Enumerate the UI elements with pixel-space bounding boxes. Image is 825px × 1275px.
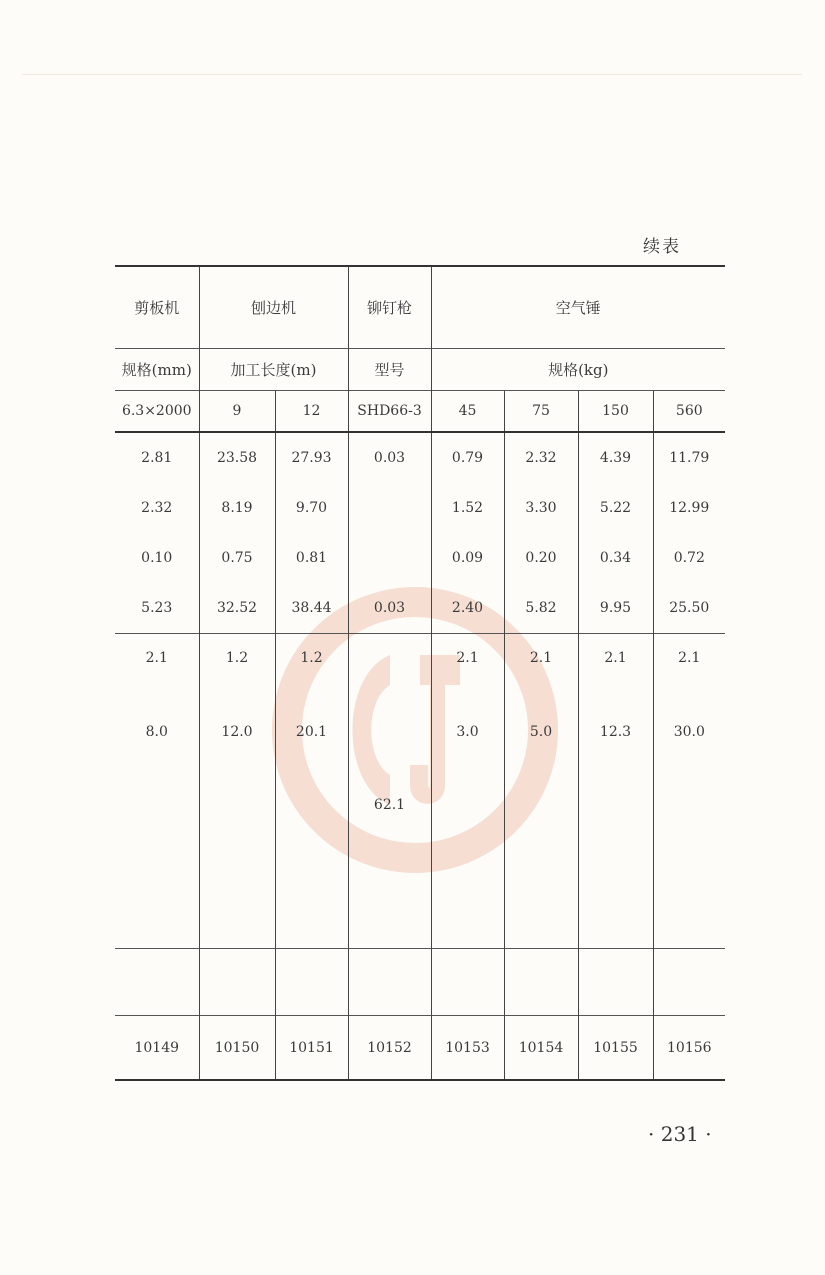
table-cell: 0.03 — [348, 583, 431, 634]
table-cell — [348, 483, 431, 533]
spec-cell: 6.3×2000 — [115, 391, 199, 433]
table-cell — [348, 533, 431, 583]
spec-cell: 45 — [431, 391, 504, 433]
header-shearing-machine: 剪板机 — [115, 266, 199, 349]
table-cell: 12.3 — [578, 682, 653, 782]
table-cell: 0.79 — [431, 432, 504, 483]
page-top-rule — [22, 74, 802, 75]
table-cell: 1.2 — [199, 634, 275, 683]
table-cell: 2.1 — [431, 634, 504, 683]
spec-cell: 75 — [504, 391, 578, 433]
table-cell: 12.0 — [199, 682, 275, 782]
code-row — [115, 1016, 725, 1081]
table-cell: 5.82 — [504, 583, 578, 634]
code-cell: 10151 — [275, 1016, 348, 1081]
code-cell: 10155 — [578, 1016, 653, 1081]
table-cell: 5.22 — [578, 483, 653, 533]
spec-cell: 12 — [275, 391, 348, 433]
table-cell: 1.2 — [275, 634, 348, 683]
table-cell: 8.19 — [199, 483, 275, 533]
table-row — [115, 533, 725, 583]
header-row-specs — [115, 391, 725, 433]
table-cell — [504, 949, 578, 1016]
table-cell: 5.0 — [504, 682, 578, 782]
code-cell: 10150 — [199, 1016, 275, 1081]
table-cell: 9.70 — [275, 483, 348, 533]
table-cell — [431, 949, 504, 1016]
table-cell: 23.58 — [199, 432, 275, 483]
table-cell: 0.34 — [578, 533, 653, 583]
header-row-groups — [115, 266, 725, 349]
table-cell: 3.0 — [431, 682, 504, 782]
table-cell: 0.03 — [348, 432, 431, 483]
table-cell: 0.09 — [431, 533, 504, 583]
table-cell: 11.79 — [653, 432, 725, 483]
spec-cell: 560 — [653, 391, 725, 433]
code-cell: 10152 — [348, 1016, 431, 1081]
table-cell — [578, 782, 653, 828]
subheader-spec-mm: 规格(mm) — [115, 349, 199, 391]
table-row — [115, 583, 725, 634]
table-cell — [275, 949, 348, 1016]
header-edge-planer: 刨边机 — [199, 266, 348, 349]
table-cell — [348, 949, 431, 1016]
continued-label: 续表 — [643, 237, 681, 257]
table-cell: 2.1 — [115, 634, 199, 683]
table-cell: 2.32 — [504, 432, 578, 483]
table-cell: 20.1 — [275, 682, 348, 782]
table-cell — [653, 828, 725, 949]
table-row — [115, 483, 725, 533]
table-cell: 2.32 — [141, 500, 173, 516]
page-number: · 231 · — [648, 1122, 712, 1146]
table-cell — [431, 782, 504, 828]
table-cell: 32.52 — [199, 583, 275, 634]
table-cell: 1.52 — [431, 483, 504, 533]
table-cell: 0.81 — [275, 533, 348, 583]
table-row — [115, 432, 725, 483]
table-cell: 2.81 — [115, 432, 199, 483]
table-cell: 0.10 — [141, 550, 173, 566]
spec-cell: 9 — [199, 391, 275, 433]
table-cell — [578, 949, 653, 1016]
table-cell: 25.50 — [653, 583, 725, 634]
table-cell: 30.0 — [653, 682, 725, 782]
table-cell: 0.75 — [199, 533, 275, 583]
table-cell: 3.30 — [504, 483, 578, 533]
code-cell: 10149 — [115, 1016, 199, 1081]
header-rivet-gun: 铆钉枪 — [348, 266, 431, 349]
table-cell: 8.0 — [145, 724, 168, 740]
table-row-spacer — [115, 828, 725, 949]
table-cell — [199, 949, 275, 1016]
table-cell — [199, 782, 275, 828]
table-cell — [275, 782, 348, 828]
header-row-subgroups — [115, 349, 725, 391]
table-cell: 38.44 — [275, 583, 348, 634]
code-cell: 10153 — [431, 1016, 504, 1081]
subheader-model: 型号 — [348, 349, 431, 391]
code-cell: 10156 — [653, 1016, 725, 1081]
table-cell — [348, 634, 431, 683]
table-cell — [199, 828, 275, 949]
table-cell: 27.93 — [275, 432, 348, 483]
spec-cell: 150 — [578, 391, 653, 433]
table-cell: 0.72 — [653, 533, 725, 583]
table-cell — [348, 828, 431, 949]
table-cell: 2.40 — [431, 583, 504, 634]
table-cell: 0.20 — [504, 533, 578, 583]
code-cell: 10154 — [504, 1016, 578, 1081]
table-cell: 62.1 — [348, 782, 431, 828]
spec-cell: SHD66-3 — [348, 391, 431, 433]
table-cell — [348, 682, 431, 782]
table-row — [115, 782, 725, 828]
table-cell: 12.99 — [653, 483, 725, 533]
table-cell — [653, 949, 725, 1016]
table-cell — [653, 782, 725, 828]
table-row-blank — [115, 949, 725, 1016]
cost-table — [115, 265, 725, 1081]
table-row — [115, 634, 725, 683]
header-air-hammer: 空气锤 — [431, 266, 725, 349]
table-row — [115, 682, 725, 782]
table-cell: 2.1 — [578, 634, 653, 683]
table-cell — [504, 828, 578, 949]
table-cell — [431, 828, 504, 949]
table-cell — [115, 828, 199, 949]
subheader-spec-kg: 规格(kg) — [431, 349, 725, 391]
table-cell — [275, 828, 348, 949]
table-cell — [578, 828, 653, 949]
table-cell — [115, 949, 199, 1016]
table-cell: 2.1 — [504, 634, 578, 683]
table-cell — [504, 782, 578, 828]
table-cell: 9.95 — [578, 583, 653, 634]
table-cell: 5.23 — [141, 600, 173, 616]
table-cell: 4.39 — [578, 432, 653, 483]
table-cell — [115, 782, 199, 828]
table-cell: 2.1 — [653, 634, 725, 683]
subheader-length: 加工长度(m) — [199, 349, 348, 391]
